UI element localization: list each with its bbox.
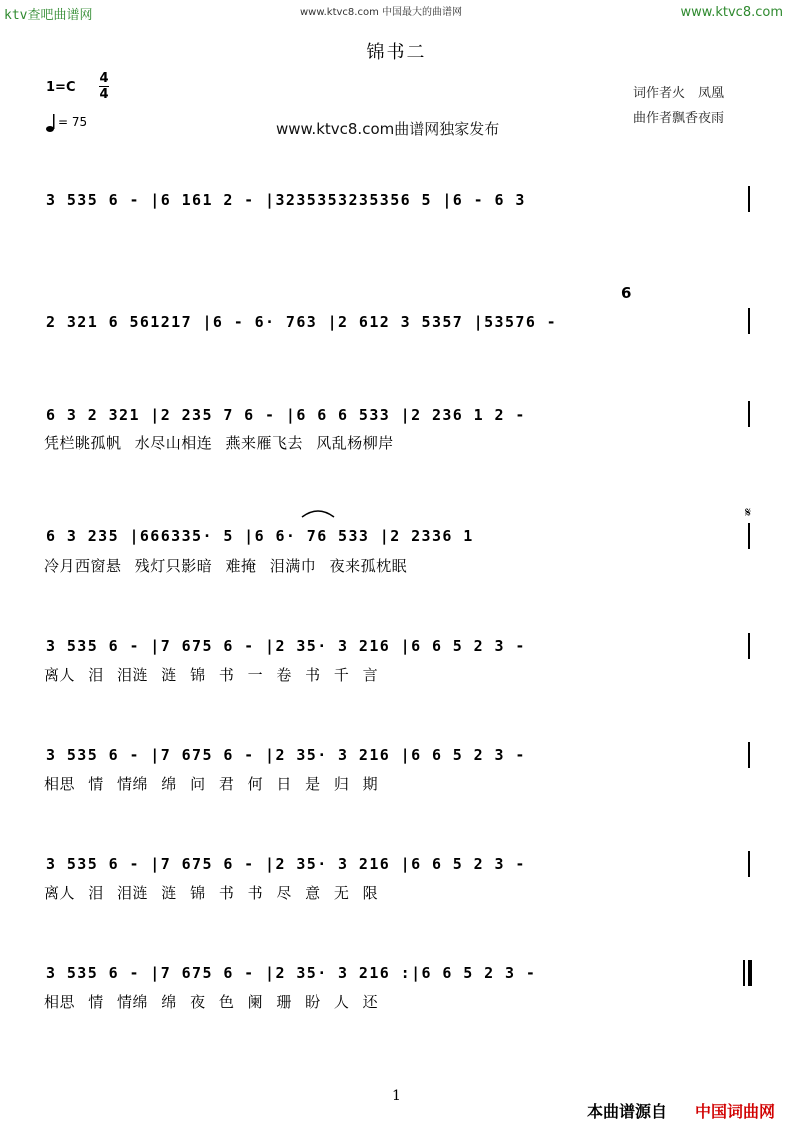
system-1-end-barline — [748, 186, 750, 212]
system-1-notes: 3 535 6 - |6 161 2 - |3235353235356 5 |6 - 6 3 — [46, 191, 526, 209]
final-barline-thick — [748, 960, 752, 986]
system-4-lyrics: 冷月西窗悬 残灯只影暗 难掩 泪满巾 夜来孤枕眠 — [44, 557, 408, 575]
system-4-notes: 6 3 235 |666335· 5 |6 6· 76 533 |2 2336 1 — [46, 527, 474, 545]
composer-credit: 曲作者飘香夜雨 — [633, 111, 725, 126]
watermark-top-right: www.ktvc8.com — [680, 5, 783, 20]
system-7-notes: 3 535 6 - |7 675 6 - |2 35· 3 216 |6 6 5 2 3 - — [46, 855, 526, 873]
time-signature-bottom: 4 — [99, 87, 109, 102]
quarter-note-icon — [46, 112, 56, 134]
page-title: 锦书二 — [366, 42, 427, 63]
system-3-end-barline — [748, 401, 750, 427]
system-6-lyrics: 相思 情 情绵 绵 问 君 何 日 是 归 期 — [44, 775, 379, 793]
lyricist-credit: 词作者火 凤凰 — [633, 86, 725, 101]
key-signature: 1=C — [46, 80, 76, 95]
slur-mark — [300, 507, 336, 519]
system-2-notes: 2 321 6 561217 |6 - 6· 763 |2 612 3 5357 |53576 - — [46, 313, 558, 331]
segno-icon: 𝄋 — [745, 505, 752, 521]
footer-source-site: 中国词曲网 — [695, 1102, 776, 1121]
site-notice: www.ktvc8.com曲谱网独家发布 — [276, 120, 500, 138]
system-6-notes: 3 535 6 - |7 675 6 - |2 35· 3 216 |6 6 5 2 3 - — [46, 746, 526, 764]
system-8-lyrics: 相思 情 情绵 绵 夜 色 阑 珊 盼 人 还 — [44, 993, 379, 1011]
system-7-lyrics: 离人 泪 泪涟 涟 锦 书 书 尽 意 无 限 — [44, 884, 379, 902]
system-6-end-barline — [748, 742, 750, 768]
final-barline-thin — [743, 960, 745, 986]
system-5-end-barline — [748, 633, 750, 659]
time-signature-top: 4 — [99, 71, 109, 86]
watermark-top-left: ktv查吧曲谱网 — [4, 8, 93, 23]
system-3-lyrics: 凭栏眺孤帆 水尽山相连 燕来雁飞去 风乱杨柳岸 — [44, 434, 394, 452]
system-5-notes: 3 535 6 - |7 675 6 - |2 35· 3 216 |6 6 5 2 3 - — [46, 637, 526, 655]
page-number: 1 — [392, 1088, 401, 1104]
time-signature — [99, 72, 109, 101]
system-2-end-barline — [748, 308, 750, 334]
system-5-lyrics: 离人 泪 泪涟 涟 锦 书 一 卷 书 千 言 — [44, 666, 379, 684]
system-7-end-barline — [748, 851, 750, 877]
above-note-mark: 6 — [621, 284, 632, 302]
watermark-top-center: www.ktvc8.com 中国最大的曲谱网 — [300, 7, 463, 18]
system-3-notes: 6 3 2 321 |2 235 7 6 - |6 6 6 533 |2 236 1 2 - — [46, 406, 526, 424]
system-4-end-barline — [748, 523, 750, 549]
system-8-notes: 3 535 6 - |7 675 6 - |2 35· 3 216 :|6 6 5 2 3 - — [46, 964, 537, 982]
tempo-marking: = 75 — [58, 115, 88, 129]
footer-source-label: 本曲谱源自 — [587, 1102, 668, 1121]
